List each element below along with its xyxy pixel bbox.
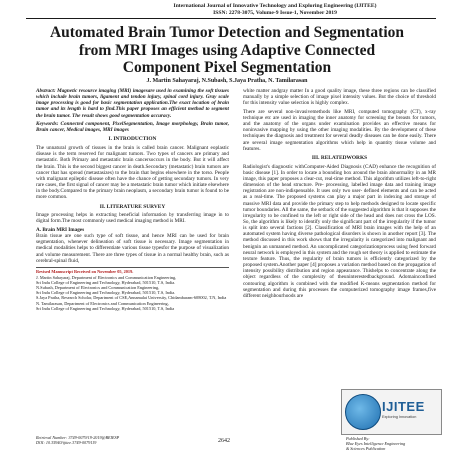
intro-continuation: white matter andgray matter In a good quality image, these three regions can be classified manually by a simple selection of image pixel intensity values. But the choice of threshold for this intensity value selection is highly complex.	[243, 88, 436, 107]
left-column	[36, 88, 229, 311]
publisher-name-2: & Sciences Publication	[346, 446, 386, 451]
affiliation-line: N. Tamilarasan, Department of Electronics and Communication Engineering,	[36, 300, 169, 306]
publisher-name: Blue Eyes Intelligence Engineering	[346, 441, 406, 446]
doi: DOI: 10.35940/ijitee.3749-0079119	[36, 440, 97, 445]
right-column	[243, 88, 436, 301]
literature-text: Image processing helps in extracting beneficial information by transferring image in to digital form.The most commonly used medical imaging method is MRI.	[36, 212, 229, 225]
subsection-heading-brain-mri: A. Brain MRI Images	[36, 226, 85, 233]
abstract: Abstract: Magnetic resource imaging (MRI) imagesare used in examining the soft tissues which include brain tumors, ligament and tendon injury, spinal cord injury. Gray scale image processing is good for basic segmentation application.The exact location of brain tumor and its length is hard to find.This paper proposes an efficient method to segment the brain tumor. The result shows good segmentation accuracy.	[36, 88, 229, 119]
globe-icon	[345, 394, 381, 430]
issn-line: ISSN: 2278-3075, Volume-9 Issue-1, November 2019	[213, 10, 337, 16]
page-number: 2642	[218, 438, 230, 444]
revised-manuscript-line: Revised Manuscript Received on November 05, 2019.	[36, 269, 134, 275]
footer-retrieval	[36, 435, 119, 445]
affiliation-line: J. Martin Sahayaraj, Department of Electronics and Communication Engineering,	[36, 274, 177, 280]
header-rule	[26, 18, 436, 19]
logo-text: IJITEE	[382, 399, 425, 414]
logo-tagline: Exploring Innovation	[382, 415, 417, 419]
paper-authors: J. Martin Sahayaraj, N.Subash, S.Jaya Pratha, N. Tamilarasan	[146, 78, 308, 84]
affiliation-line: N.Subash, Department of Electronics and Communication Engineering,	[36, 284, 160, 290]
introduction-text: The unnatural growth of tissues in the brain is called brain cancer. Malignant eoplastic disease is the term reserved for malignant tumors. Two types of cancers are primary and metastatic. Both Primary and metastatic brain cancersoccurs in the body. But it will affect the brain. This is the second biggest cancer in death.Secondary (metastatic) brain tumors are cancer that has spread (metastasizes) to the brain that begins elsewhere in the torso. People with malignant epileptic disease often have the chance of getting secondary tumors. In very rare cases, the first signal of cancer may be a metastatic brain tumor which initiate elsewhere in the body.Compared to the primary brain neoplasm, a secondary brain tumor is found to be more common.	[36, 145, 229, 201]
brain-mri-text: Brain tissue are one such type of soft tissue, and hence MRI can be used for brain segmentation, whenever delineation of soft tissue is necessary. Image segmentation in medical modalities helps to differentiate various tissue typesfor the purpose of visualization and volume measurement. There are three types of tissue in a normal healthy brain, such as cerebral-spinal fluid,	[36, 233, 229, 264]
affiliation-line: Sri Indu College of Engineering and Technology, Hyderabad, 501510, T.S, India	[36, 305, 175, 311]
journal-logo	[341, 389, 442, 435]
paper-title: Automated Brain Tumor Detection and Segmentation from MRI Images using Adaptive Connected Component Pixel Segmentation	[49, 24, 405, 76]
section-heading-introduction: I. INTRODUCTION	[108, 136, 157, 143]
publisher-info	[346, 436, 405, 451]
related-works-text: Radiologist's diagnostic withComputer-Aided Diagnosis (CAD) enhance the recognition of basic disease [1]. In order to locate a bounding box around the brain abnormality in an MR image, this paper proposes a clear-cut, real-time method. This algorithm utilizes left-to-right dimension of the head structure. Pre- processing, labelled image data and training image registration are non-indispensable. It uses only two user- defined elements and can be acted as a real-time. The proposed systems can play a major part in indexing and storage of massive MRI data and provide the primary step to help methods designed to locate specific tumor boundaries. All the same, the setback of the suggested algorithm is that it supposes the irregularity to be confined to the left or right side of the head and does not cross the LOS. So, the algorithm is likely to identify only the significant part of the irregularity if the tumor is split into several factions [2]. Classification of MRI brain images with the help of an automated system having diverse pathological disorders is shown in another report [3]. The method discussed in this work shows that the irregularity is categorized into malignant and benignin an unmanned method. An uncomplicated categorizationprocess using feed forward neural network is employed in this system and the rough set theory is applied to estimate the texture feature. Thus, the regularity of brain tumors is efficiently categorized by the proposed system.Another paper [4] proposes a variation method based on the propagation of intensity possibility distribution and region appearance. Thishelps to concentrate along the object regardless of the complexity of theuninterestedbackground. Adomainconfined contouring algorithm is combined with the modified K-means segmentation method for segmentation and during this processes the computerized tomography image frames,five different neighbourhoods are	[243, 163, 436, 299]
published-by: Published By:	[346, 436, 370, 441]
affiliation-line: S.Jaya Pratha, Research Scholar, Department of CSE,Annamalai University, Chidambaram-608002, T.N, India	[36, 295, 227, 301]
section-heading-related-works: III. RELATEDWORKS	[311, 154, 368, 161]
journal-header	[110, 3, 440, 17]
affiliation-line: Sri Indu College of Engineering and Technology, Hyderabad, 501510, T.S, India.	[36, 290, 176, 296]
retrieval-number: Retrieval Number: 3749-0079/19-2019@BEIESP	[36, 435, 120, 440]
journal-name: International Journal of Innovative Technology and Exploring Engineering (IJITEE)	[173, 3, 377, 9]
manuscript-info	[36, 267, 229, 311]
intro-paragraph-2: There are several non-invasivemethods like MRI, computed tomography (CT), x-ray technique etc are used in imaging the inner anatomy for screening the breasts for tumors, and the anatomy of the organs under examination provides an effective means for noninvasive mapping by using the other imaging modalities. By the development of these techniques the diagnosis and treatment for several deadly diseases can be done easily. There are several image segmentation algorithms which help in quantity tissue volume and features.	[243, 108, 436, 152]
affiliation-line: Sri Indu College of Engineering and Technology, Hyderabad, 501510, T.S, India.	[36, 279, 176, 285]
section-heading-literature-survey: II. LITERATURE SURVEY	[99, 203, 166, 210]
keywords: Keywords: Connected component, PixelSegmentation, Image morphology, Brain tumor, Brain cancer, Medical images, MRI images	[36, 121, 229, 134]
